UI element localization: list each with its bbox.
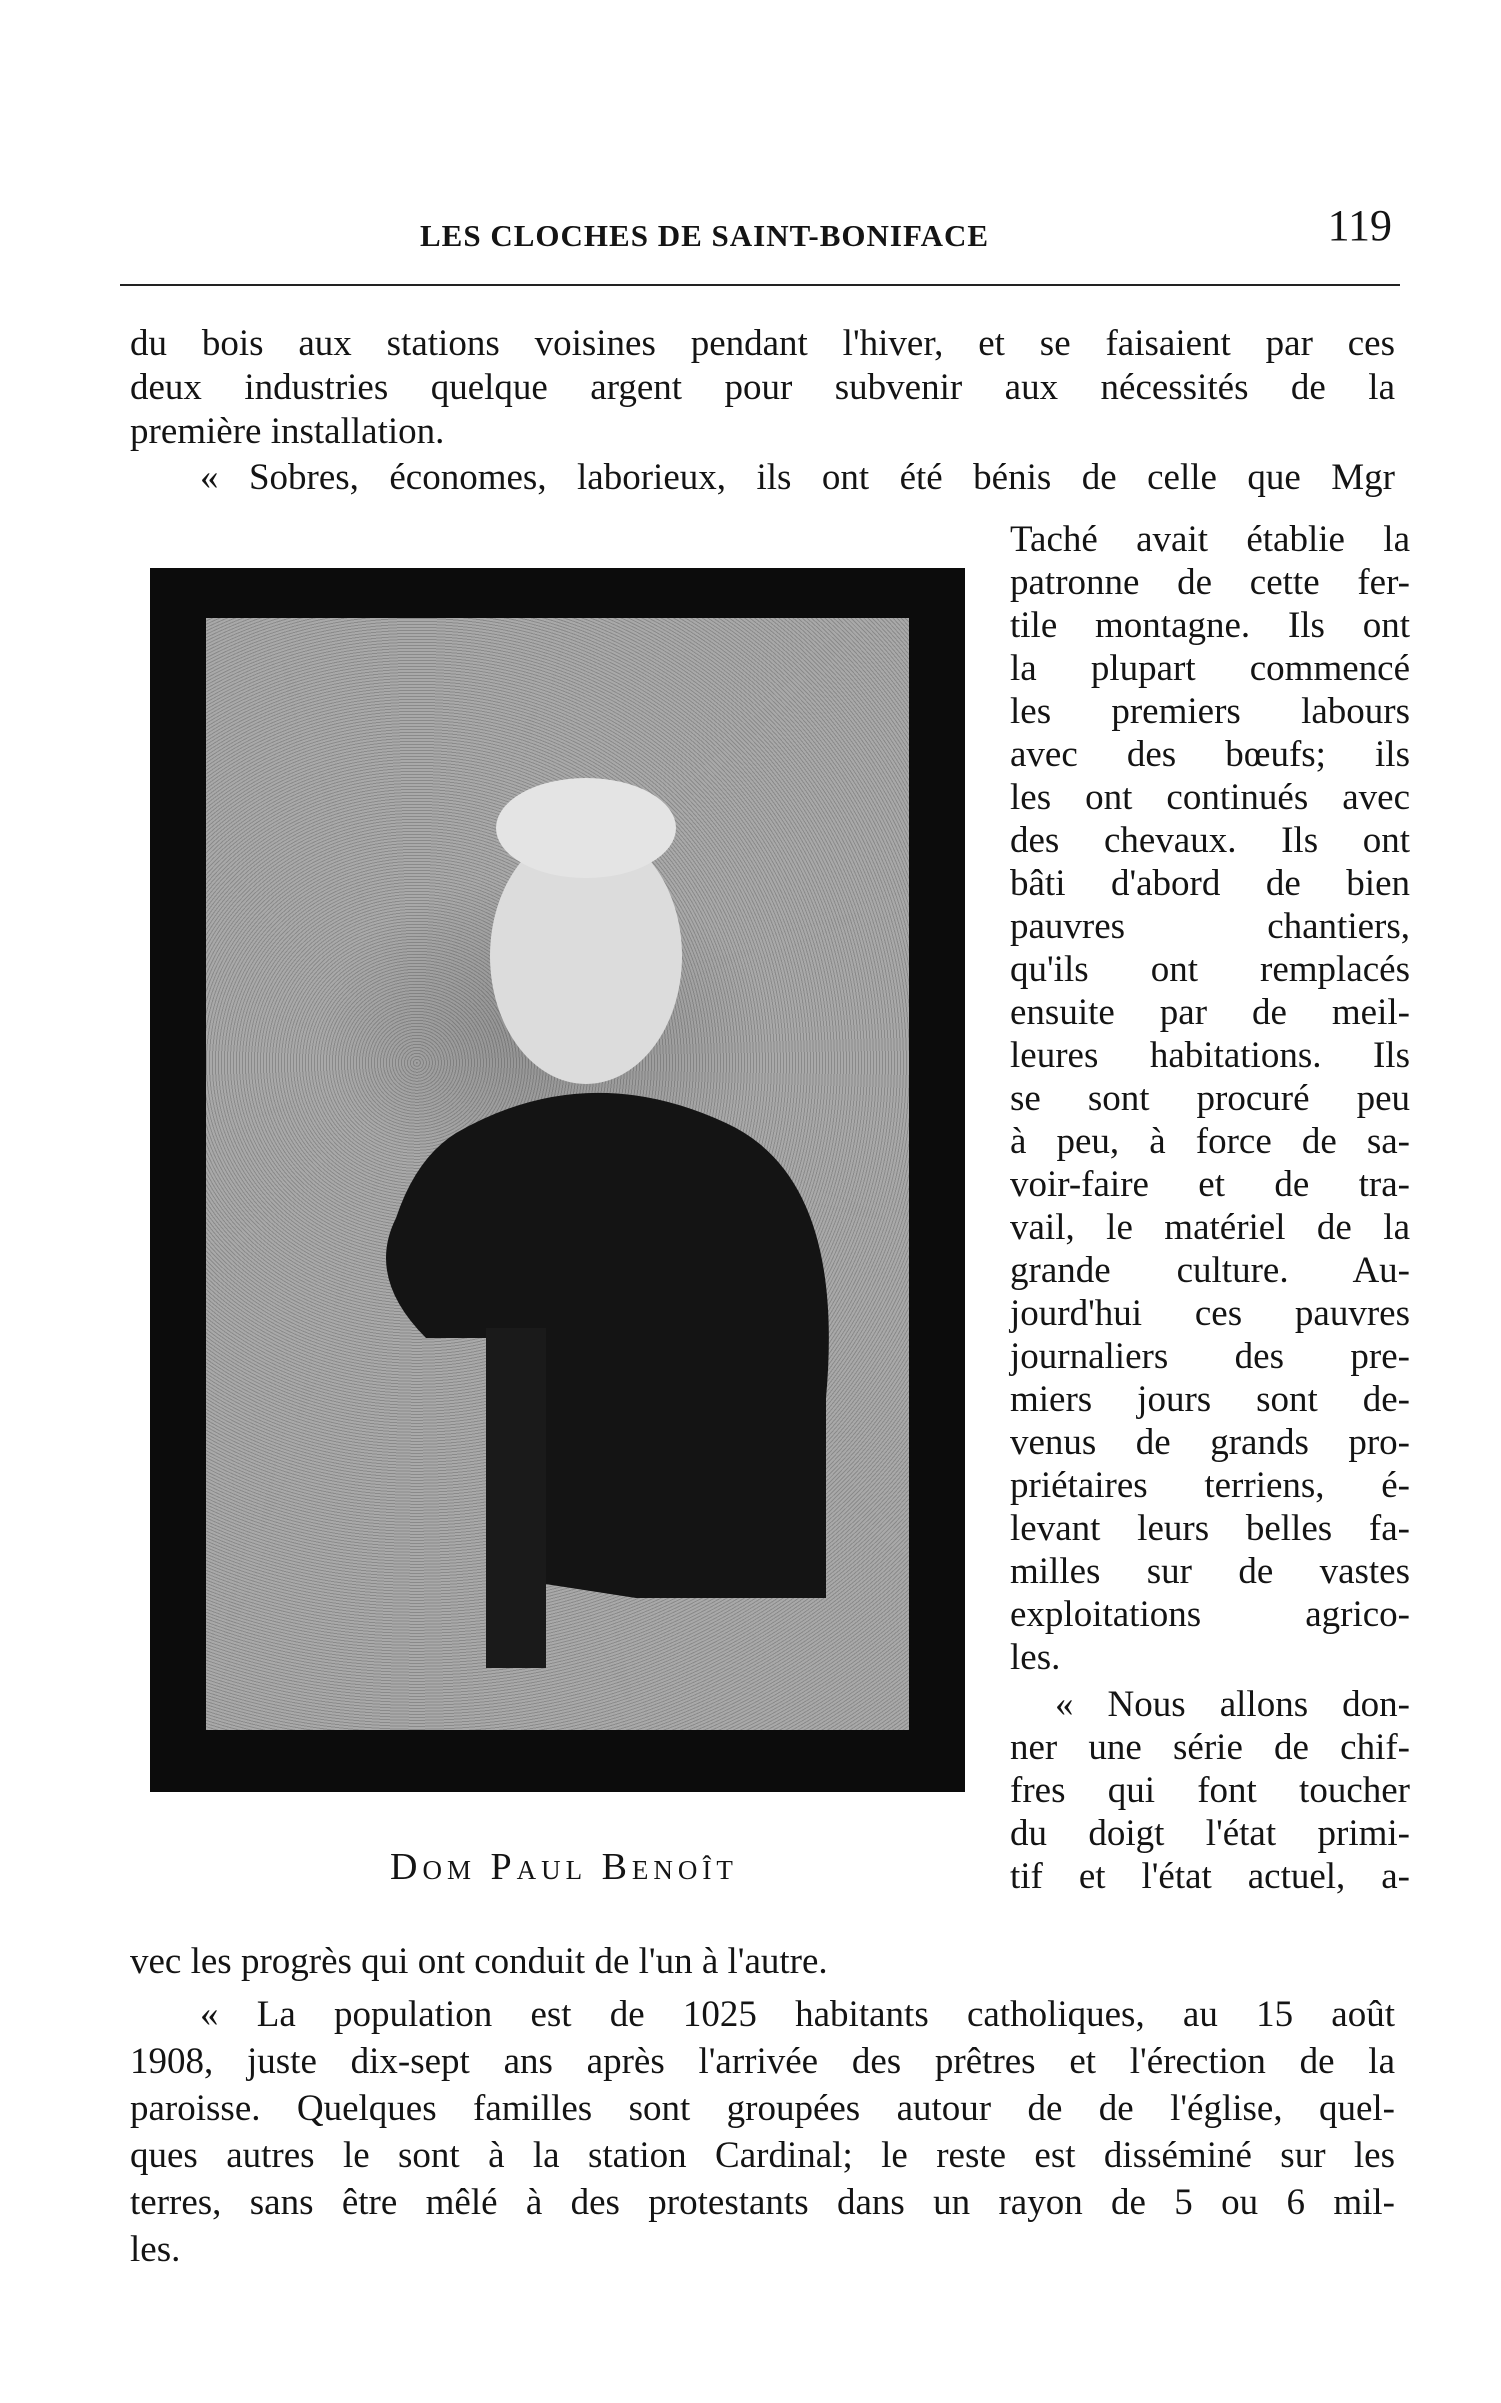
column-line: vail, le matériel de la [1010, 1207, 1410, 1248]
portrait-crown [496, 778, 676, 878]
column-line: pauvres chantiers, [1010, 906, 1410, 947]
column-line: avec des bœufs; ils [1010, 734, 1410, 775]
column-line: à peu, à force de sa- [1010, 1121, 1410, 1162]
column-line: patronne de cette fer- [1010, 562, 1410, 603]
portrait-robe [386, 1093, 829, 1598]
column-line: ner une série de chif- [1010, 1727, 1410, 1768]
column-line: journaliers des pre- [1010, 1336, 1410, 1377]
column-line: « Nous allons don- [1055, 1684, 1410, 1725]
body-line: vec les progrès qui ont conduit de l'un à l'autre. [130, 1941, 828, 1982]
body-line: les. [130, 2229, 181, 2270]
body-line: « La population est de 1025 habitants catholiques, au 15 août [200, 1994, 1395, 2035]
photo-image-area [206, 618, 909, 1730]
page-header [120, 200, 1410, 260]
column-line: levant leurs belles fa- [1010, 1508, 1410, 1549]
running-title: LES CLOCHES DE SAINT-BONIFACE [420, 218, 990, 253]
portrait-robe-lower [486, 1328, 546, 1668]
column-line: grande culture. Au- [1010, 1250, 1410, 1291]
column-line: milles sur de vastes [1010, 1551, 1410, 1592]
column-line: leures habitations. Ils [1010, 1035, 1410, 1076]
body-line: 1908, juste dix-sept ans après l'arrivée des prêtres et l'érection de la [130, 2041, 1395, 2082]
header-rule [120, 284, 1400, 286]
column-line: bâti d'abord de bien [1010, 863, 1410, 904]
body-line: terres, sans être mêlé à des protestants dans un rayon de 5 ou 6 mil- [130, 2182, 1395, 2223]
page-number: 119 [1327, 201, 1392, 250]
column-line: les. [1010, 1637, 1061, 1678]
body-line: ques autres le sont à la station Cardinal; le reste est disséminé sur les [130, 2135, 1395, 2176]
column-line: venus de grands pro- [1010, 1422, 1410, 1463]
column-line: ensuite par de meil- [1010, 992, 1410, 1033]
portrait-figure [206, 618, 909, 1730]
body-line: du bois aux stations voisines pendant l'hiver, et se faisaient par ces [130, 323, 1395, 364]
column-line: tile montagne. Ils ont [1010, 605, 1410, 646]
column-line: fres qui font toucher [1010, 1770, 1410, 1811]
column-line: priétaires terriens, é- [1010, 1465, 1410, 1506]
column-line: Taché avait établie la [1010, 519, 1410, 560]
portrait-photo [150, 568, 965, 1792]
column-line: des chevaux. Ils ont [1010, 820, 1410, 861]
column-line: qu'ils ont remplacés [1010, 949, 1410, 990]
column-line: les ont continués avec [1010, 777, 1410, 818]
body-line: « Sobres, économes, laborieux, ils ont été bénis de celle que Mgr [200, 457, 1395, 498]
column-line: miers jours sont de- [1010, 1379, 1410, 1420]
body-line: paroisse. Quelques familles sont groupées autour de de l'église, quel- [130, 2088, 1395, 2129]
column-line: jourd'hui ces pauvres [1010, 1293, 1410, 1334]
column-line: exploitations agrico- [1010, 1594, 1410, 1635]
photo-caption: Dom Paul Benoît [390, 1846, 738, 1888]
column-line: voir-faire et de tra- [1010, 1164, 1410, 1205]
column-line: la plupart commencé [1010, 648, 1410, 689]
body-line: deux industries quelque argent pour subvenir aux nécessités de la [130, 367, 1395, 408]
body-line: première installation. [130, 411, 445, 452]
column-line: tif et l'état actuel, a- [1010, 1856, 1410, 1897]
column-line: du doigt l'état primi- [1010, 1813, 1410, 1854]
column-line: se sont procuré peu [1010, 1078, 1410, 1119]
column-line: les premiers labours [1010, 691, 1410, 732]
